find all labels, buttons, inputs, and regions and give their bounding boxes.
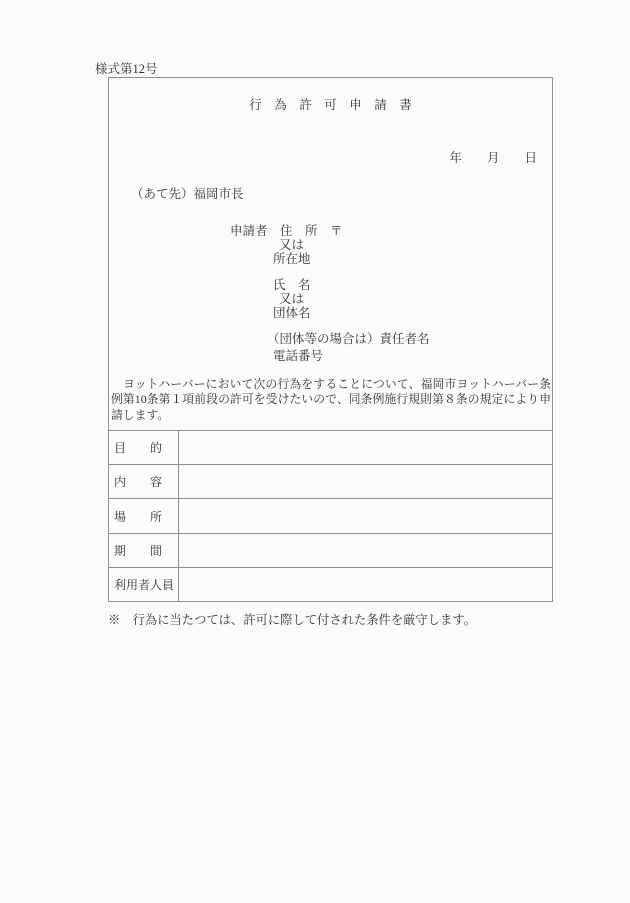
applicant-name-label: 氏 名 [273,278,311,292]
purpose-label: 目 的 [109,431,179,464]
table-row-content [109,464,552,498]
phone-number-label: 電話番号 [273,349,324,363]
applicant-location-label: 所在地 [273,252,311,266]
table-row-users [109,567,552,601]
applicant-organization-label: 団体名 [273,306,311,320]
document-title: 行 為 許 可 申 請 書 [249,98,412,112]
application-detail-table [109,430,552,601]
addressee-line: （あて先）福岡市長 [131,187,244,201]
place-label: 場 所 [109,499,179,532]
date-line: 年 月 日 [449,151,537,165]
content-label: 内 容 [109,465,179,498]
purpose-value [179,431,552,464]
responsible-person-label: （団体等の場合は）責任者名 [267,332,430,346]
applicant-address-or: 又は [279,238,305,252]
period-label: 期 間 [109,534,179,567]
table-row-period [109,533,552,567]
form-number: 様式第12号 [95,62,158,76]
users-count-label: 利用者人員 [109,568,179,601]
compliance-note: ※ 行為に当たつては、許可に際して付された条件を厳守します。 [108,613,476,627]
content-value [179,465,552,498]
table-row-purpose [109,430,552,464]
application-statement-paragraph: ヨットハーバーにおいて次の行為をすることについて、福岡市ヨットハーバー条例第10条第１項前段の許可を受けたいので、同条例施行規則第８条の規定により申請します。 [111,377,551,422]
place-value [179,499,552,532]
applicant-address-label: 申請者 住 所 〒 [230,224,343,238]
applicant-name-or: 又は [279,292,305,306]
table-row-place [109,498,552,532]
users-count-value [179,568,552,601]
period-value [179,534,552,567]
application-form-sheet [108,77,553,602]
